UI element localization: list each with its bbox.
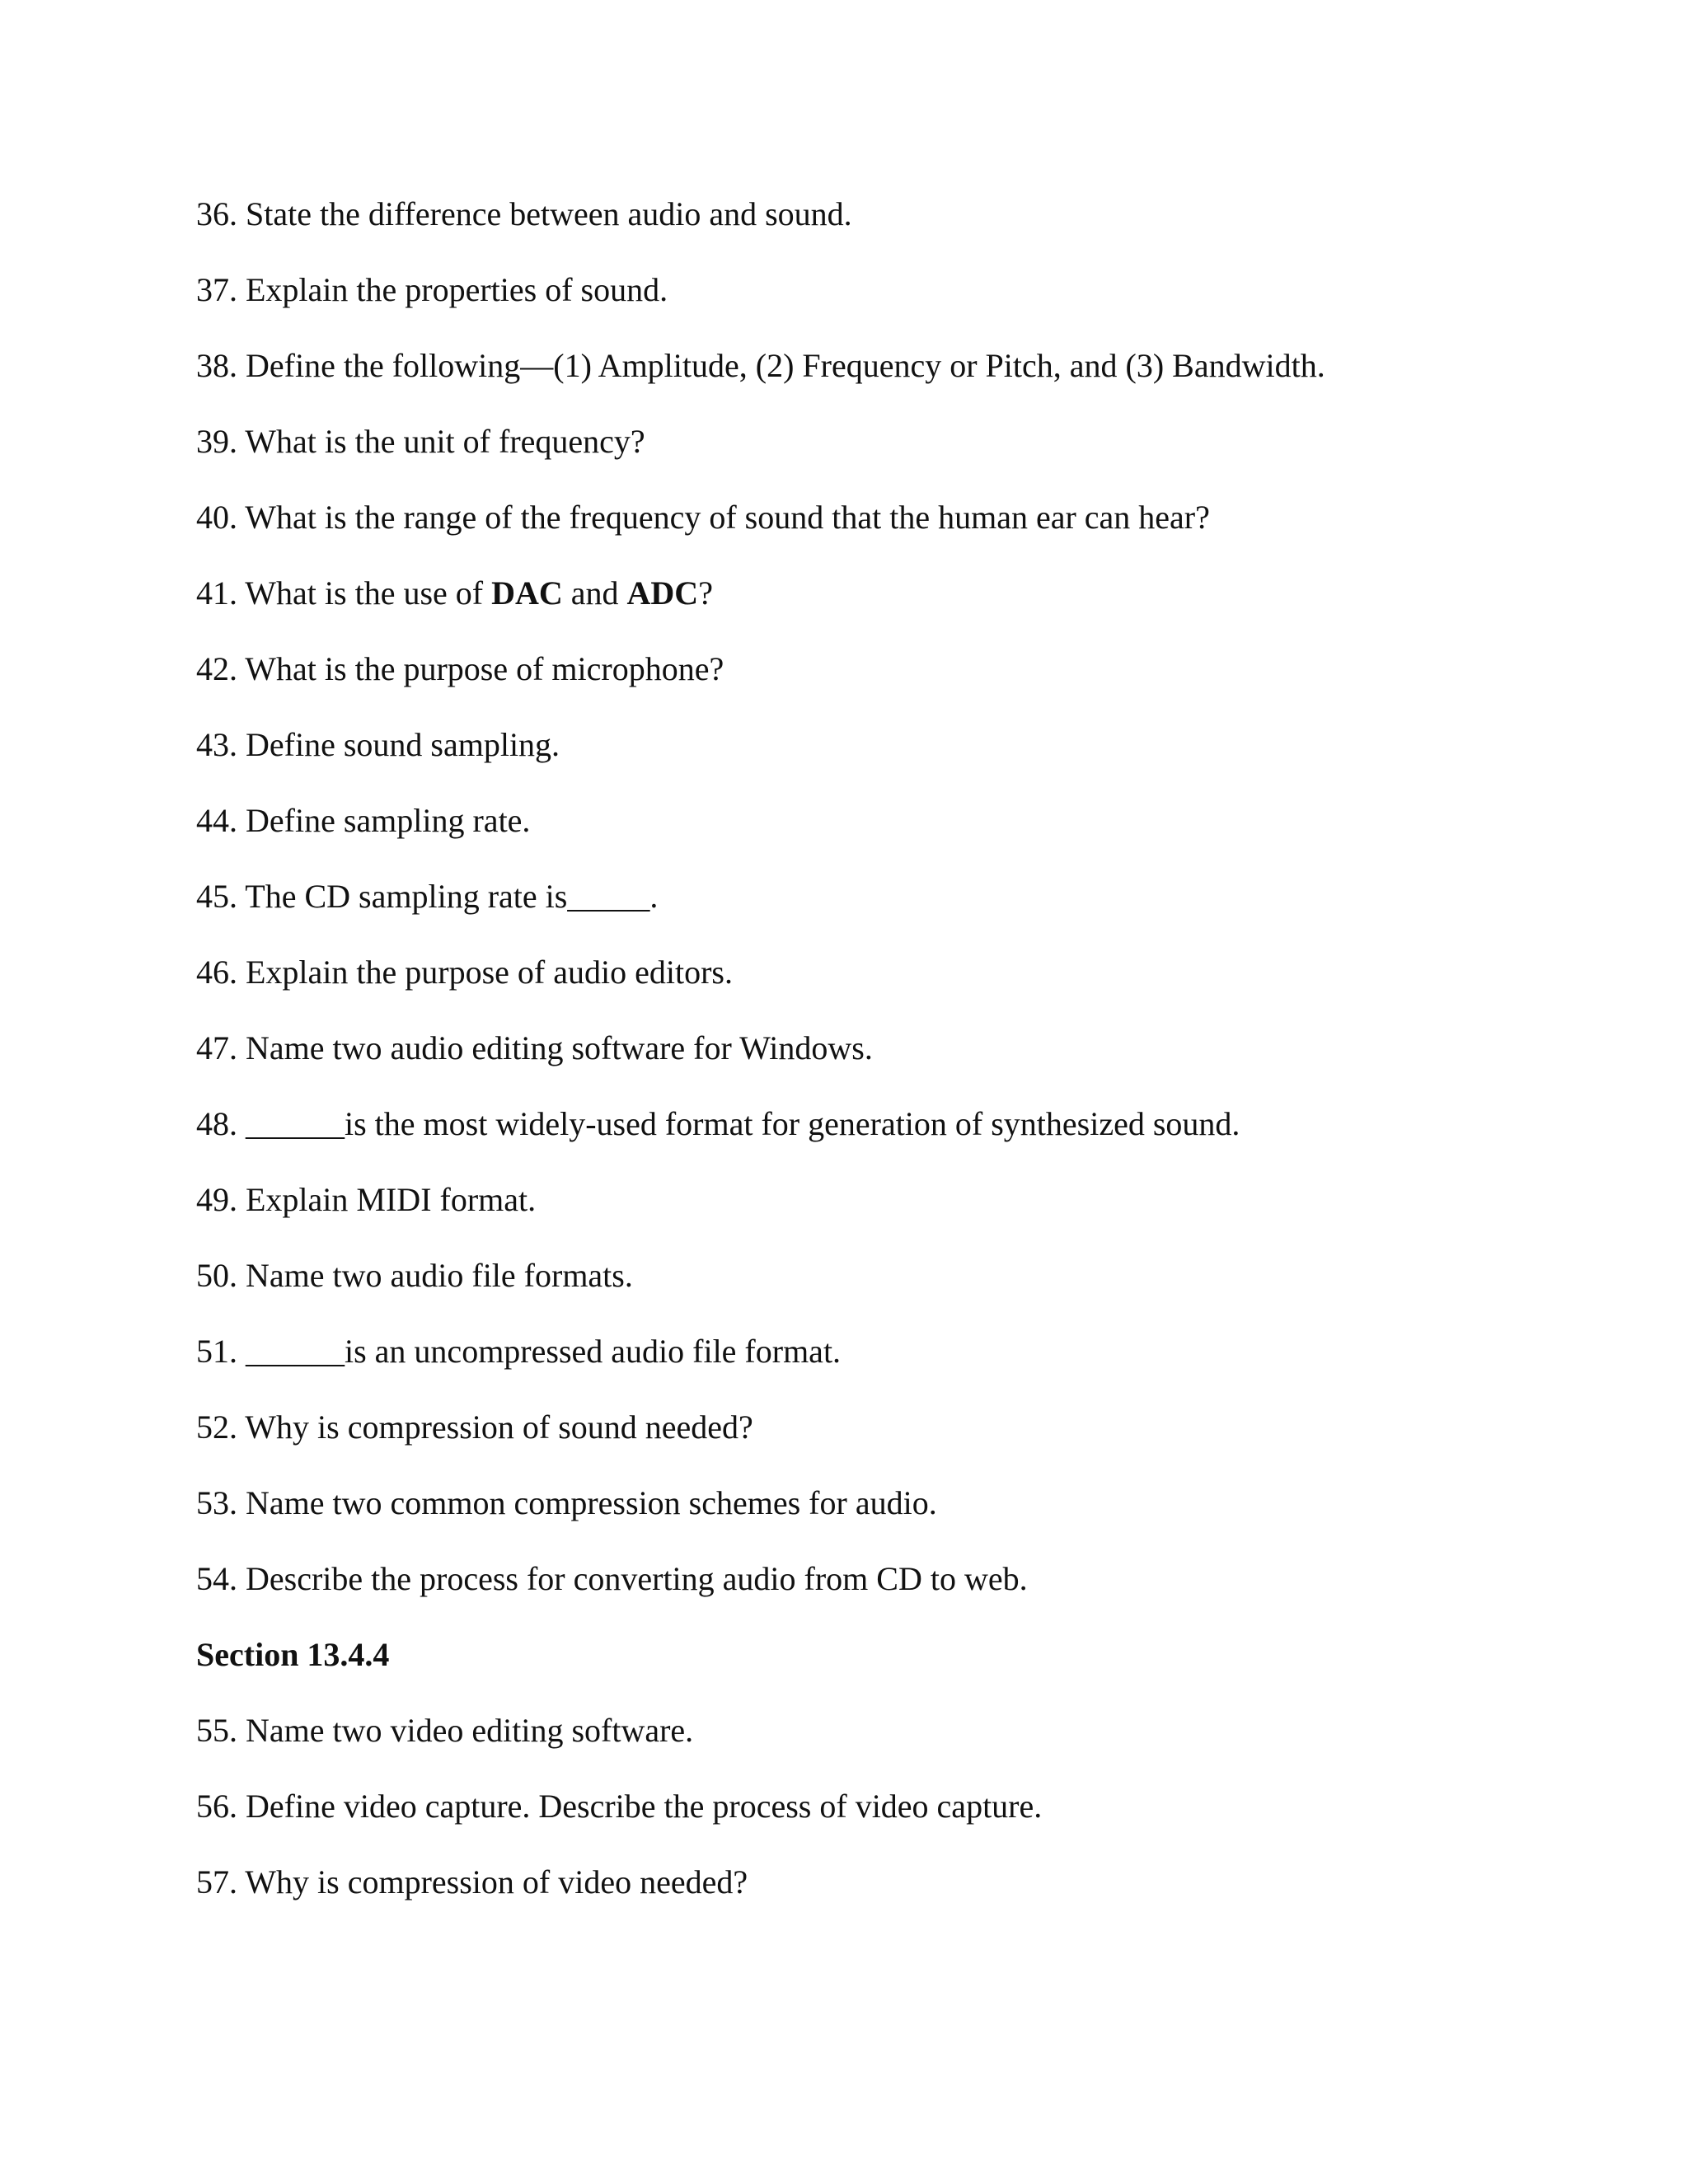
question-43: 43. Define sound sampling. bbox=[196, 726, 560, 763]
question-45: 45. The CD sampling rate is_____. bbox=[196, 878, 659, 915]
question-41-adc: ADC bbox=[626, 574, 699, 612]
question-54: 54. Describe the process for converting audio from CD to web. bbox=[196, 1560, 1028, 1597]
question-38: 38. Define the following—(1) Amplitude, (2) Frequency or Pitch, and (3) Bandwidth. bbox=[196, 347, 1325, 384]
question-52: 52. Why is compression of sound needed? bbox=[196, 1408, 753, 1446]
question-39: 39. What is the unit of frequency? bbox=[196, 423, 645, 460]
question-51: 51. ______is an uncompressed audio file format. bbox=[196, 1333, 842, 1370]
question-40: 40. What is the range of the frequency of sound that the human ear can hear? bbox=[196, 499, 1210, 536]
question-47: 47. Name two audio editing software for Windows. bbox=[196, 1029, 873, 1066]
question-48: 48. ______is the most widely-used format for generation of synthesized sound. bbox=[196, 1105, 1240, 1142]
question-41-middle: and bbox=[562, 574, 627, 612]
section-heading: Section 13.4.4 bbox=[196, 1636, 390, 1673]
question-56: 56. Define video capture. Describe the process of video capture. bbox=[196, 1788, 1043, 1825]
question-49: 49. Explain MIDI format. bbox=[196, 1181, 537, 1218]
question-41-prefix: 41. What is the use of bbox=[196, 574, 492, 612]
question-57: 57. Why is compression of video needed? bbox=[196, 1863, 748, 1900]
question-55: 55. Name two video editing software. bbox=[196, 1712, 694, 1749]
question-46: 46. Explain the purpose of audio editors. bbox=[196, 954, 733, 991]
question-53: 53. Name two common compression schemes for audio. bbox=[196, 1484, 937, 1521]
question-37: 37. Explain the properties of sound. bbox=[196, 271, 668, 308]
question-50: 50. Name two audio file formats. bbox=[196, 1257, 633, 1294]
question-41-suffix: ? bbox=[698, 574, 713, 612]
question-36: 36. State the difference between audio and sound. bbox=[196, 195, 852, 232]
question-42: 42. What is the purpose of microphone? bbox=[196, 650, 724, 687]
question-44: 44. Define sampling rate. bbox=[196, 802, 531, 839]
question-41 bbox=[196, 574, 713, 613]
question-41-dac: DAC bbox=[491, 574, 563, 612]
